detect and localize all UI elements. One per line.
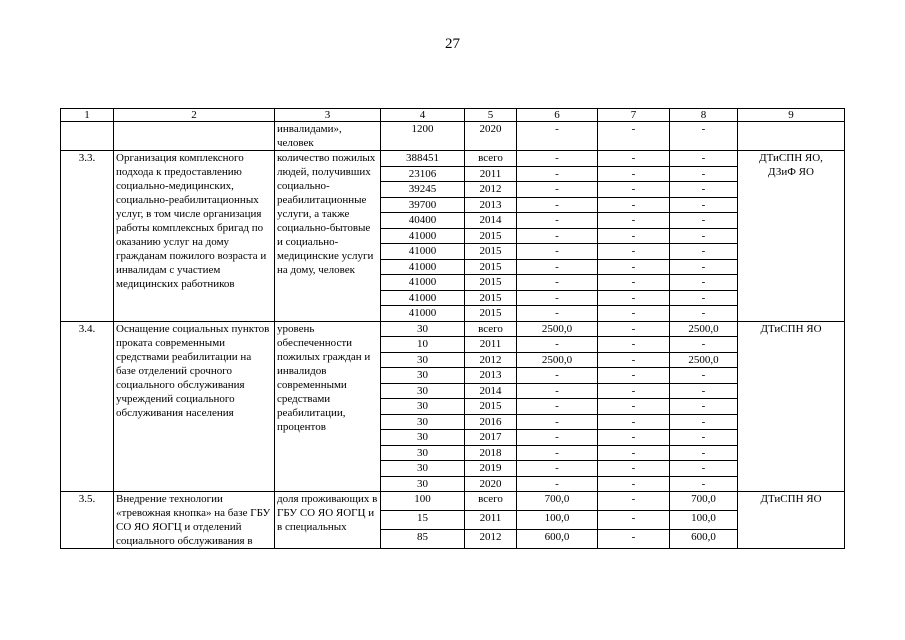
column-number-header: 9 bbox=[738, 109, 845, 122]
funding-cell: - bbox=[670, 306, 738, 322]
funding-cell: - bbox=[517, 151, 598, 167]
funding-cell: - bbox=[598, 151, 670, 167]
funding-cell: - bbox=[517, 122, 598, 151]
funding-cell: - bbox=[670, 383, 738, 399]
year-cell: 2015 bbox=[465, 244, 517, 260]
funding-cell: - bbox=[670, 399, 738, 415]
indicator-value: 23106 bbox=[381, 166, 465, 182]
funding-cell: - bbox=[598, 197, 670, 213]
funding-cell: - bbox=[598, 399, 670, 415]
funding-cell: - bbox=[517, 213, 598, 229]
year-cell: 2015 bbox=[465, 290, 517, 306]
column-number-header-row bbox=[61, 109, 845, 122]
funding-cell: - bbox=[517, 197, 598, 213]
column-number-header: 3 bbox=[275, 109, 381, 122]
funding-cell: - bbox=[598, 368, 670, 384]
funding-cell: - bbox=[517, 476, 598, 492]
funding-cell: - bbox=[598, 166, 670, 182]
indicator-value: 1200 bbox=[381, 122, 465, 151]
funding-cell: - bbox=[670, 166, 738, 182]
funding-cell: 2500,0 bbox=[517, 321, 598, 337]
indicator-value: 41000 bbox=[381, 275, 465, 291]
indicator-cell: инвалидами», человек bbox=[275, 122, 381, 151]
section-row bbox=[61, 492, 845, 511]
indicator-value: 30 bbox=[381, 383, 465, 399]
indicator-value: 39700 bbox=[381, 197, 465, 213]
indicator-value: 388451 bbox=[381, 151, 465, 167]
funding-cell: 2500,0 bbox=[670, 321, 738, 337]
executor-cell: ДТиСПН ЯО bbox=[738, 492, 845, 549]
item-number-cell: 3.4. bbox=[61, 321, 114, 492]
funding-cell: - bbox=[598, 213, 670, 229]
funding-cell: - bbox=[598, 182, 670, 198]
funding-cell: - bbox=[598, 492, 670, 511]
funding-cell: - bbox=[598, 306, 670, 322]
funding-cell: - bbox=[670, 337, 738, 353]
year-cell: 2015 bbox=[465, 399, 517, 415]
indicator-value: 30 bbox=[381, 461, 465, 477]
indicator-value: 30 bbox=[381, 352, 465, 368]
indicator-cell: уровень обеспеченности пожилых граждан и инвалидов современными средствами реабилитации, процентов bbox=[275, 321, 381, 492]
funding-cell: - bbox=[517, 275, 598, 291]
funding-cell: - bbox=[670, 445, 738, 461]
column-number-header: 4 bbox=[381, 109, 465, 122]
year-cell: 2013 bbox=[465, 368, 517, 384]
indicator-value: 30 bbox=[381, 430, 465, 446]
funding-cell: 100,0 bbox=[670, 511, 738, 530]
funding-cell: - bbox=[598, 430, 670, 446]
funding-cell: - bbox=[670, 151, 738, 167]
year-cell: 2018 bbox=[465, 445, 517, 461]
indicator-cell: количество пожилых людей, получивших социально-реабилитационные услуги, а также социально-бытовые и социально-медицинские услуги на дому, человек bbox=[275, 151, 381, 322]
indicator-value: 41000 bbox=[381, 306, 465, 322]
section-row bbox=[61, 151, 845, 167]
indicator-value: 41000 bbox=[381, 228, 465, 244]
funding-cell: - bbox=[517, 383, 598, 399]
funding-cell: - bbox=[517, 368, 598, 384]
funding-cell: - bbox=[670, 182, 738, 198]
funding-cell: - bbox=[598, 122, 670, 151]
indicator-value: 10 bbox=[381, 337, 465, 353]
year-cell: 2011 bbox=[465, 166, 517, 182]
column-number-header: 5 bbox=[465, 109, 517, 122]
funding-cell: - bbox=[670, 197, 738, 213]
executor-cell: ДТиСПН ЯО bbox=[738, 321, 845, 492]
funding-cell: 2500,0 bbox=[517, 352, 598, 368]
funding-cell: - bbox=[598, 530, 670, 549]
year-cell: 2020 bbox=[465, 476, 517, 492]
year-cell: 2014 bbox=[465, 383, 517, 399]
year-cell: 2015 bbox=[465, 259, 517, 275]
funding-cell: - bbox=[670, 213, 738, 229]
funding-cell: - bbox=[670, 476, 738, 492]
year-cell: 2012 bbox=[465, 182, 517, 198]
indicator-cell: доля проживающих в ГБУ СО ЯО ЯОГЦ и в специальных bbox=[275, 492, 381, 549]
measure-cell bbox=[114, 122, 275, 151]
funding-cell: - bbox=[517, 445, 598, 461]
year-cell: 2011 bbox=[465, 511, 517, 530]
indicator-value: 30 bbox=[381, 368, 465, 384]
funding-cell: - bbox=[598, 476, 670, 492]
funding-cell: 700,0 bbox=[517, 492, 598, 511]
funding-cell: - bbox=[598, 352, 670, 368]
year-cell: всего bbox=[465, 492, 517, 511]
funding-cell: - bbox=[670, 259, 738, 275]
item-number-cell bbox=[61, 122, 114, 151]
funding-cell: - bbox=[670, 275, 738, 291]
funding-cell: - bbox=[517, 306, 598, 322]
indicator-value: 15 bbox=[381, 511, 465, 530]
funding-cell: - bbox=[598, 445, 670, 461]
indicator-value: 40400 bbox=[381, 213, 465, 229]
indicator-value: 30 bbox=[381, 476, 465, 492]
column-number-header: 7 bbox=[598, 109, 670, 122]
funding-cell: - bbox=[517, 290, 598, 306]
funding-cell: - bbox=[598, 259, 670, 275]
indicator-value: 41000 bbox=[381, 244, 465, 260]
funding-cell: - bbox=[598, 290, 670, 306]
year-cell: всего bbox=[465, 151, 517, 167]
funding-cell: - bbox=[670, 122, 738, 151]
item-number-cell: 3.3. bbox=[61, 151, 114, 322]
funding-cell: - bbox=[670, 461, 738, 477]
funding-cell: - bbox=[598, 321, 670, 337]
funding-cell: - bbox=[670, 244, 738, 260]
page-number: 27 bbox=[445, 36, 460, 52]
funding-cell: - bbox=[517, 259, 598, 275]
funding-cell: 100,0 bbox=[517, 511, 598, 530]
funding-cell: 600,0 bbox=[517, 530, 598, 549]
funding-cell: 2500,0 bbox=[670, 352, 738, 368]
year-cell: 2019 bbox=[465, 461, 517, 477]
executor-cell bbox=[738, 122, 845, 151]
indicator-value: 85 bbox=[381, 530, 465, 549]
funding-cell: - bbox=[517, 430, 598, 446]
funding-cell: - bbox=[517, 414, 598, 430]
funding-cell: - bbox=[517, 337, 598, 353]
year-cell: всего bbox=[465, 321, 517, 337]
program-measures-table bbox=[60, 108, 845, 549]
funding-cell: 600,0 bbox=[670, 530, 738, 549]
indicator-value: 30 bbox=[381, 321, 465, 337]
column-number-header: 1 bbox=[61, 109, 114, 122]
year-cell: 2015 bbox=[465, 306, 517, 322]
year-cell: 2011 bbox=[465, 337, 517, 353]
funding-cell: - bbox=[517, 399, 598, 415]
funding-cell: - bbox=[598, 244, 670, 260]
funding-cell: - bbox=[517, 244, 598, 260]
funding-cell: - bbox=[670, 290, 738, 306]
funding-cell: - bbox=[517, 182, 598, 198]
funding-cell: - bbox=[598, 461, 670, 477]
year-cell: 2012 bbox=[465, 352, 517, 368]
funding-cell: - bbox=[598, 337, 670, 353]
indicator-value: 39245 bbox=[381, 182, 465, 198]
funding-cell: - bbox=[598, 511, 670, 530]
column-number-header: 8 bbox=[670, 109, 738, 122]
indicator-value: 41000 bbox=[381, 259, 465, 275]
funding-cell: 700,0 bbox=[670, 492, 738, 511]
year-cell: 2012 bbox=[465, 530, 517, 549]
funding-cell: - bbox=[517, 166, 598, 182]
year-cell: 2017 bbox=[465, 430, 517, 446]
funding-cell: - bbox=[670, 368, 738, 384]
executor-cell: ДТиСПН ЯО, ДЗиФ ЯО bbox=[738, 151, 845, 322]
measure-cell: Организация комплексного подхода к предоставлению социально-медицинских, социально-реабилитационных услуг, в том числе организация работы комплексных бригад по оказанию услуг на дому гражданам пожилого возраста и инвалидам с участием медицинских работников bbox=[114, 151, 275, 322]
indicator-value: 30 bbox=[381, 445, 465, 461]
funding-cell: - bbox=[670, 414, 738, 430]
funding-cell: - bbox=[598, 228, 670, 244]
indicator-value: 30 bbox=[381, 399, 465, 415]
funding-cell: - bbox=[517, 228, 598, 244]
indicator-value: 41000 bbox=[381, 290, 465, 306]
funding-cell: - bbox=[670, 228, 738, 244]
year-cell: 2014 bbox=[465, 213, 517, 229]
indicator-value: 30 bbox=[381, 414, 465, 430]
funding-cell: - bbox=[670, 430, 738, 446]
measure-cell: Внедрение технологии «тревожная кнопка» на базе ГБУ СО ЯО ЯОГЦ и отделений социального обслуживания в bbox=[114, 492, 275, 549]
year-cell: 2020 bbox=[465, 122, 517, 151]
funding-cell: - bbox=[598, 275, 670, 291]
year-cell: 2013 bbox=[465, 197, 517, 213]
section-row bbox=[61, 321, 845, 337]
year-cell: 2015 bbox=[465, 228, 517, 244]
column-number-header: 6 bbox=[517, 109, 598, 122]
column-number-header: 2 bbox=[114, 109, 275, 122]
item-number-cell: 3.5. bbox=[61, 492, 114, 549]
measure-cell: Оснащение социальных пунктов проката современными средствами реабилитации на базе отделений срочного социального обслуживания учреждений социального обслуживания населения bbox=[114, 321, 275, 492]
continuation-row bbox=[61, 122, 845, 151]
indicator-value: 100 bbox=[381, 492, 465, 511]
year-cell: 2015 bbox=[465, 275, 517, 291]
funding-cell: - bbox=[598, 383, 670, 399]
funding-cell: - bbox=[598, 414, 670, 430]
funding-cell: - bbox=[517, 461, 598, 477]
year-cell: 2016 bbox=[465, 414, 517, 430]
